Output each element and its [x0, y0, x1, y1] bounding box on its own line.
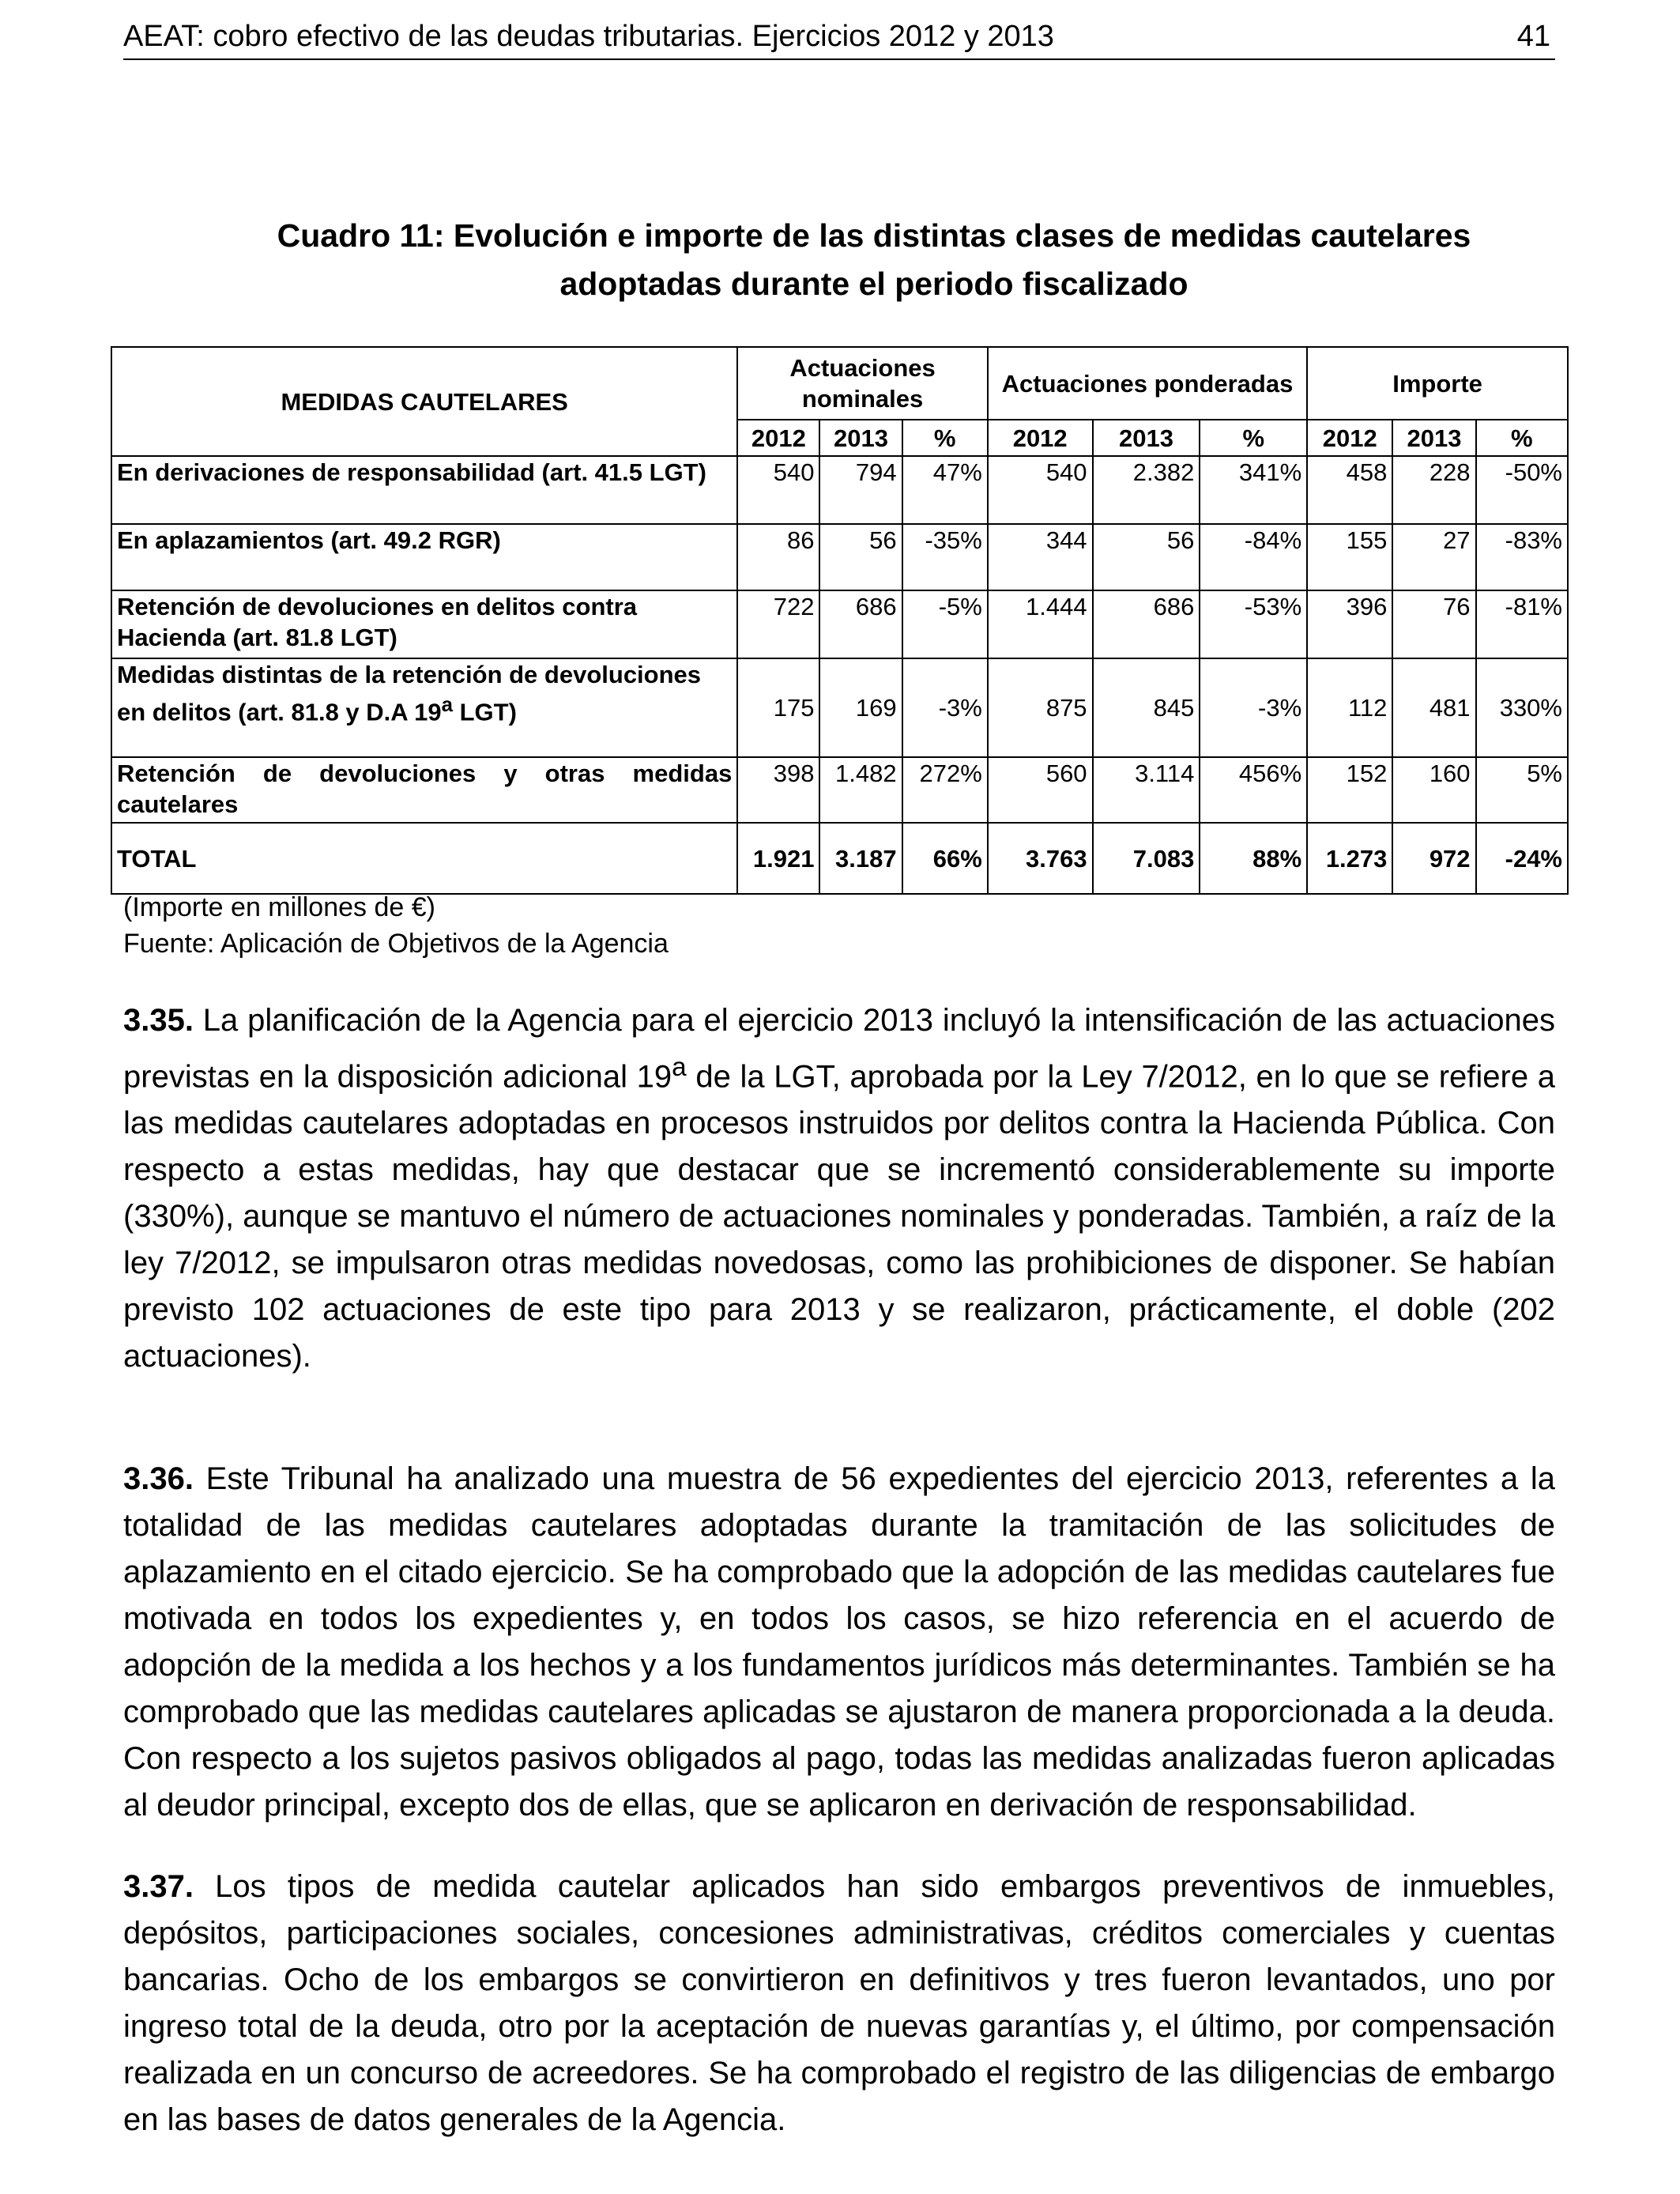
- table-caption-line-1: Cuadro 11: Evolución e importe de las distintas clases de medidas cautelares: [277, 217, 1471, 254]
- cell-ponderada-2012: 875: [988, 658, 1093, 757]
- cell-ponderada-2013: 686: [1093, 590, 1200, 658]
- cell-importe-pct: 5%: [1476, 757, 1568, 823]
- row-label: En aplazamientos (art. 49.2 RGR): [111, 524, 737, 590]
- cell-importe-2013: 27: [1392, 524, 1475, 590]
- cell-importe-2012: 112: [1307, 658, 1392, 757]
- cell-importe-2013: 481: [1392, 658, 1475, 757]
- cell-ponderada-pct: -53%: [1200, 590, 1307, 658]
- table-notes: [123, 889, 669, 962]
- cell-ponderada-2012: 344: [988, 524, 1093, 590]
- cell-importe-2013: 228: [1392, 456, 1475, 524]
- cell-importe-pct: -83%: [1476, 524, 1568, 590]
- source-note: Fuente: Aplicación de Objetivos de la Agencia: [123, 929, 669, 959]
- cell-nominal-pct: 272%: [902, 757, 988, 823]
- paragraph-number: 3.37.: [123, 1869, 194, 1904]
- table-row: [111, 456, 1568, 524]
- subheader-cell: 2013: [1392, 420, 1475, 456]
- table-caption: [123, 212, 1625, 308]
- group-header-ponderadas: Actuaciones ponderadas: [988, 347, 1307, 420]
- medidas-cautelares-table: [111, 346, 1569, 895]
- subheader-cell: %: [1200, 420, 1307, 456]
- cell-importe-pct: -50%: [1476, 456, 1568, 524]
- cell-importe-2013: 160: [1392, 757, 1475, 823]
- paragraph-3-36: [123, 1456, 1555, 1829]
- cell-nominal-2012: 86: [737, 524, 819, 590]
- cell-ponderada-pct: -84%: [1200, 524, 1307, 590]
- table-row: [111, 590, 1568, 658]
- paragraph-number: 3.36.: [123, 1461, 194, 1496]
- total-importe-pct: -24%: [1476, 823, 1568, 894]
- total-nominal-2013: 3.187: [819, 823, 902, 894]
- header-title: AEAT: cobro efectivo de las deudas tributarias. Ejercicios 2012 y 2013: [123, 20, 1054, 53]
- cell-nominal-2013: 794: [819, 456, 902, 524]
- cell-ponderada-2012: 540: [988, 456, 1093, 524]
- total-importe-2013: 972: [1392, 823, 1475, 894]
- cell-nominal-2013: 686: [819, 590, 902, 658]
- cell-ponderada-pct: 456%: [1200, 757, 1307, 823]
- units-note: (Importe en millones de €): [123, 892, 435, 922]
- page-number: 41: [1516, 20, 1550, 53]
- cell-importe-pct: -81%: [1476, 590, 1568, 658]
- subheader-cell: 2012: [737, 420, 819, 456]
- paragraph-text: La planificación de la Agencia para el ejercicio 2013 incluyó la intensificación de las actuaciones previstas en la disposición adicional 19: [123, 1003, 1555, 1095]
- cell-nominal-2013: 169: [819, 658, 902, 757]
- total-ponderada-2013: 7.083: [1093, 823, 1200, 894]
- total-row: [111, 823, 1568, 894]
- cell-ponderada-2013: 2.382: [1093, 456, 1200, 524]
- total-ponderada-2012: 3.763: [988, 823, 1093, 894]
- paragraph-text-continued: de la LGT, aprobada por la Ley 7/2012, en lo que se refiere a las medidas cautelares adoptadas en procesos instruidos por delitos contra la Hacienda Pública. Con respecto a estas medidas, hay que destacar que se incrementó considerablemente su importe (330%), aunque se mantuvo el número de actuaciones nominales y ponderadas. También, a raíz de la ley 7/2012, se impulsaron otras medidas novedosas, como las prohibiciones de disponer. Se habían previsto 102 actuaciones de este tipo para 2013 y se realizaron, prácticamente, el doble (202 actuaciones).: [123, 1059, 1555, 1374]
- cell-importe-2013: 76: [1392, 590, 1475, 658]
- cell-importe-2012: 152: [1307, 757, 1392, 823]
- table-caption-line-2: adoptadas durante el periodo fiscalizado: [559, 266, 1188, 302]
- superscript-a: a: [672, 1053, 687, 1082]
- cell-nominal-2013: 1.482: [819, 757, 902, 823]
- total-label: TOTAL: [111, 823, 737, 894]
- cell-ponderada-2013: 56: [1093, 524, 1200, 590]
- paragraph-number: 3.35.: [123, 1003, 194, 1038]
- subheader-cell: 2012: [1307, 420, 1392, 456]
- cell-nominal-2012: 722: [737, 590, 819, 658]
- total-nominal-2012: 1.921: [737, 823, 819, 894]
- page-header: [123, 14, 1555, 60]
- total-nominal-pct: 66%: [902, 823, 988, 894]
- cell-nominal-pct: 47%: [902, 456, 988, 524]
- cell-nominal-pct: -3%: [902, 658, 988, 757]
- cell-ponderada-pct: 341%: [1200, 456, 1307, 524]
- row-label: [111, 658, 737, 757]
- cell-nominal-2013: 56: [819, 524, 902, 590]
- cell-nominal-2012: 540: [737, 456, 819, 524]
- cell-ponderada-2013: 845: [1093, 658, 1200, 757]
- subheader-cell: 2013: [1093, 420, 1200, 456]
- row-label-end: LGT): [453, 698, 517, 726]
- row-label: En derivaciones de responsabilidad (art. 41.5 LGT): [111, 456, 737, 524]
- cell-importe-2012: 458: [1307, 456, 1392, 524]
- row-label: Retención de devoluciones en delitos contra Hacienda (art. 81.8 LGT): [111, 590, 737, 658]
- cell-ponderada-2013: 3.114: [1093, 757, 1200, 823]
- paragraph-3-35: [123, 997, 1555, 1380]
- total-importe-2012: 1.273: [1307, 823, 1392, 894]
- group-header-importe: Importe: [1307, 347, 1568, 420]
- cell-ponderada-2012: 560: [988, 757, 1093, 823]
- row-label: Retención de devoluciones y otras medidas cautelares: [111, 757, 737, 823]
- paragraph-text: Los tipos de medida cautelar aplicados han sido embargos preventivos de inmuebles, depósitos, participaciones sociales, concesiones administrativas, créditos comerciales y cuentas bancarias. Ocho de los embargos se convirtieron en definitivos y tres fueron levantados, uno por ingreso total de la deuda, otro por la aceptación de nuevas garantías y, el último, por compensación realizada en un concurso de acreedores. Se ha comprobado el registro de las diligencias de embargo en las bases de datos generales de la Agencia.: [123, 1869, 1555, 2137]
- total-ponderada-pct: 88%: [1200, 823, 1307, 894]
- cell-ponderada-pct: -3%: [1200, 658, 1307, 757]
- row-header: MEDIDAS CAUTELARES: [111, 347, 737, 456]
- paragraph-text: Este Tribunal ha analizado una muestra de 56 expedientes del ejercicio 2013, referentes a la totalidad de las medidas cautelares adoptadas durante la tramitación de las solicitudes de aplazamiento en el citado ejercicio. Se ha comprobado que la adopción de las medidas cautelares fue motivada en todos los expedientes y, en todos los casos, se hizo referencia en el acuerdo de adopción de la medida a los hechos y a los fundamentos jurídicos más determinantes. También se ha comprobado que las medidas cautelares aplicadas se ajustaron de manera proporcionada a la deuda. Con respecto a los sujetos pasivos obligados al pago, todas las medidas analizadas fueron aplicadas al deudor principal, excepto dos de ellas, que se aplicaron en derivación de responsabilidad.: [123, 1461, 1555, 1823]
- table-row: [111, 658, 1568, 757]
- group-header-nominales: Actuaciones nominales: [737, 347, 988, 420]
- cell-importe-2012: 155: [1307, 524, 1392, 590]
- cell-nominal-2012: 398: [737, 757, 819, 823]
- cell-importe-pct: 330%: [1476, 658, 1568, 757]
- subheader-cell: 2012: [988, 420, 1093, 456]
- row-label-text: Medidas distintas de la retención de devoluciones en delitos (art. 81.8 y D.A 19: [117, 661, 702, 726]
- table-row: [111, 524, 1568, 590]
- subheader-cell: 2013: [819, 420, 902, 456]
- group-header-row: [111, 347, 1568, 420]
- cell-importe-2012: 396: [1307, 590, 1392, 658]
- cell-nominal-2012: 175: [737, 658, 819, 757]
- cell-nominal-pct: -5%: [902, 590, 988, 658]
- superscript-a: a: [441, 694, 453, 716]
- subheader-cell: %: [902, 420, 988, 456]
- subheader-cell: %: [1476, 420, 1568, 456]
- cell-ponderada-2012: 1.444: [988, 590, 1093, 658]
- cell-nominal-pct: -35%: [902, 524, 988, 590]
- table-row: [111, 757, 1568, 823]
- paragraph-3-37: [123, 1864, 1555, 2143]
